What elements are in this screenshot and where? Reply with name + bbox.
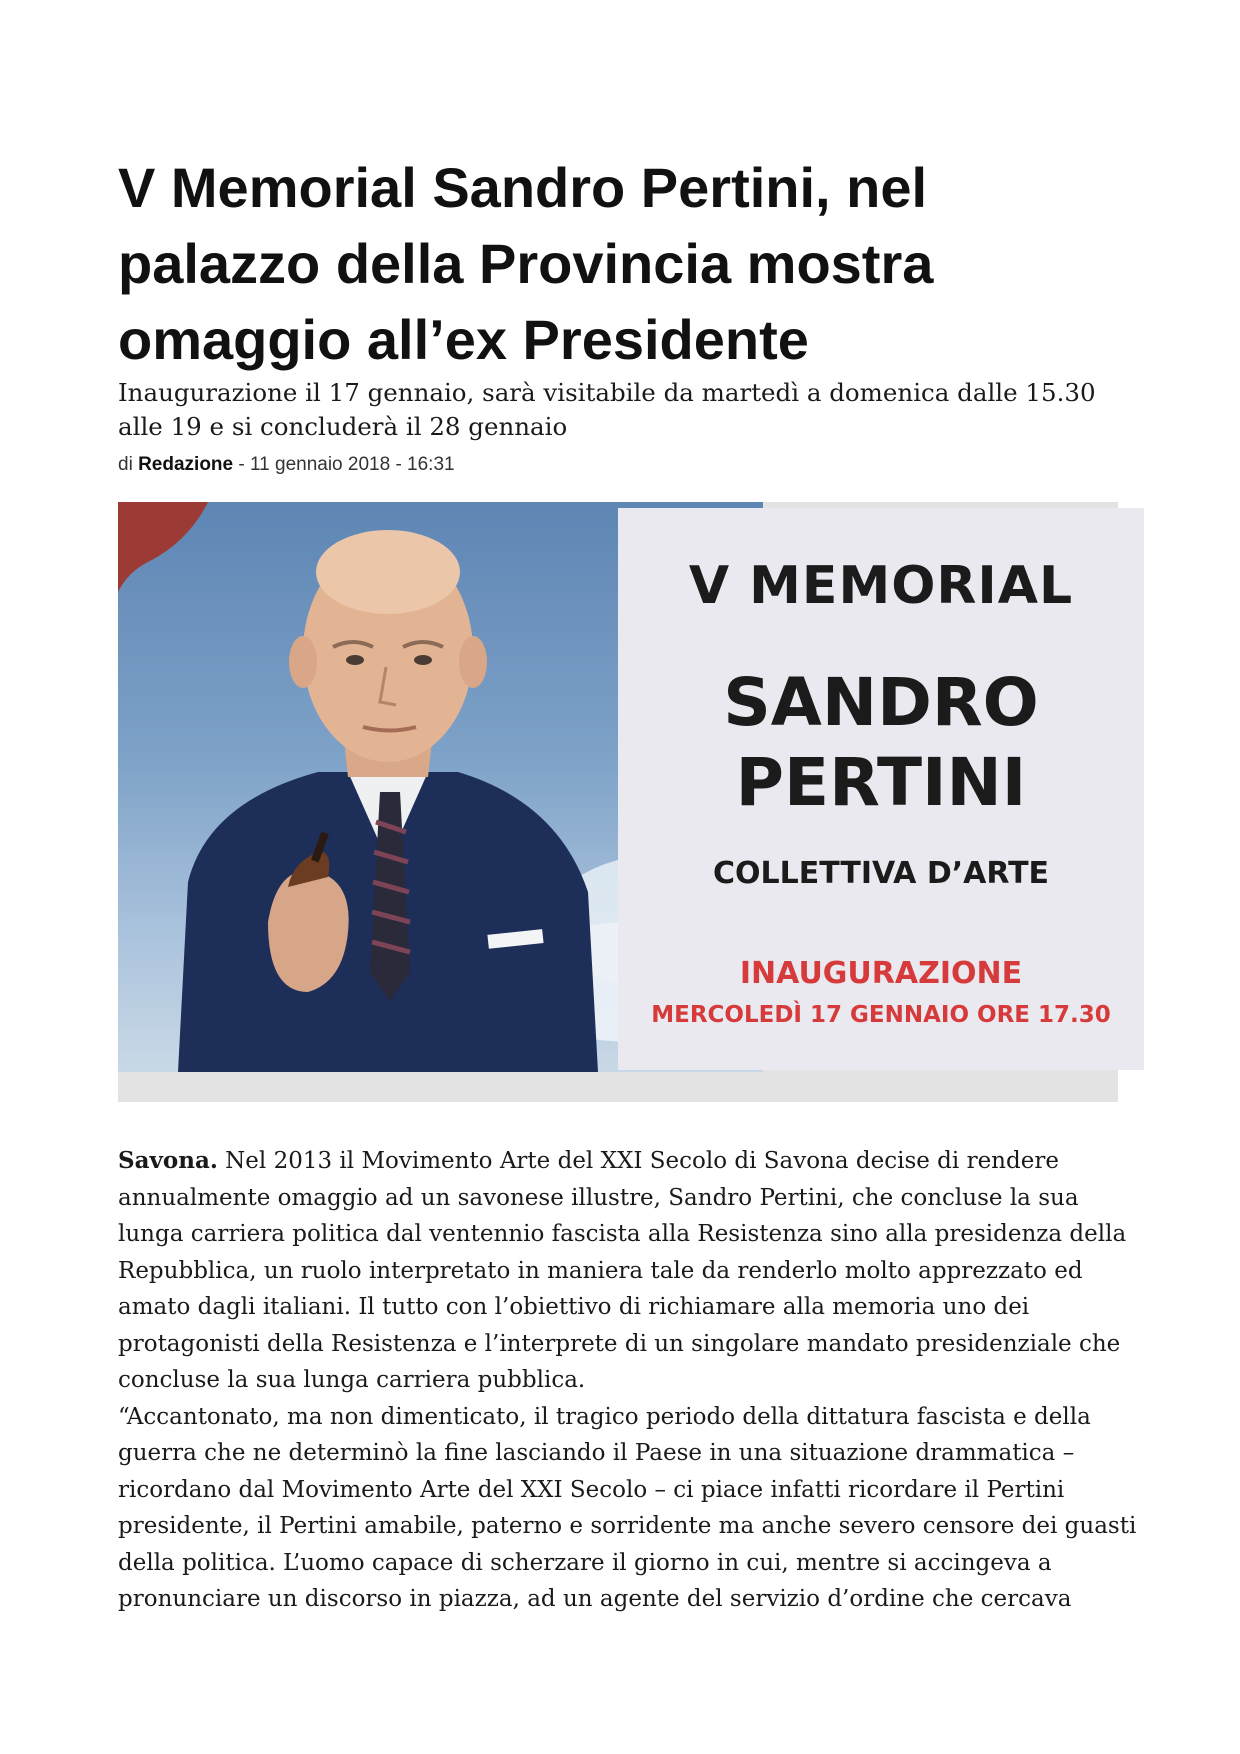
- poster-title: V MEMORIAL: [688, 556, 1074, 616]
- poster-subtitle: COLLETTIVA D’ARTE: [712, 856, 1050, 891]
- poster-name-first: SANDRO: [723, 664, 1039, 741]
- body-paragraph-1-text: Nel 2013 il Movimento Arte del XXI Secolo di Savona decise di rendere annualmente omaggio ad un savonese illustre, Sandro Pertini, che concluse la sua lunga carriera politica dal ventennio fascista alla Resistenza sino alla presidenza della Repubblica, un ruolo interpretato in maniera tale da renderlo molto apprezzato ed amato dagli italiani. Il tutto con l’obiettivo di richiamare alla memoria uno dei protagonisti della Resistenza e l’interprete di un singolare mandato presidenziale che concluse la sua lunga carriera pubblica.: [118, 1148, 1127, 1393]
- article-body: [118, 1143, 1138, 1618]
- byline: [118, 454, 455, 476]
- body-paragraph: [118, 1143, 1138, 1399]
- poster-inauguration: INAUGURAZIONE: [739, 956, 1023, 991]
- body-paragraph-2: “Accantonato, ma non dimenticato, il tragico periodo della dittatura fascista e della guerra che ne determinò la fine lasciando il Paese in una situazione drammatica – ricordano dal Movimento Arte del XXI Secolo – ci piace infatti ricordare il Pertini presidente, il Pertini amabile, paterno e sorridente ma anche severo censore dei guasti della politica. L’uomo capace di scherzare il giorno in cui, mentre si accingeva a pronunciare un discorso in piazza, ad un agente del servizio d’ordine che cercava: [118, 1403, 1137, 1612]
- poster-name-last: PERTINI: [735, 744, 1027, 821]
- byline-prefix: di: [118, 454, 133, 475]
- event-poster: [618, 508, 1144, 1070]
- poster-date: MERCOLEDÌ 17 GENNAIO ORE 17.30: [651, 1002, 1111, 1028]
- article-headline: V Memorial Sandro Pertini, nel palazzo della Provincia mostra omaggio all’ex Presidente: [118, 156, 934, 371]
- byline-author[interactable]: Redazione: [138, 454, 234, 475]
- article-subtitle: Inaugurazione il 17 gennaio, sarà visitabile da martedì a domenica dalle 15.30 alle 19 e si concluderà il 28 gennaio: [118, 378, 1096, 441]
- byline-date: - 11 gennaio 2018 - 16:31: [233, 454, 455, 475]
- dateline-city: Savona.: [118, 1147, 218, 1174]
